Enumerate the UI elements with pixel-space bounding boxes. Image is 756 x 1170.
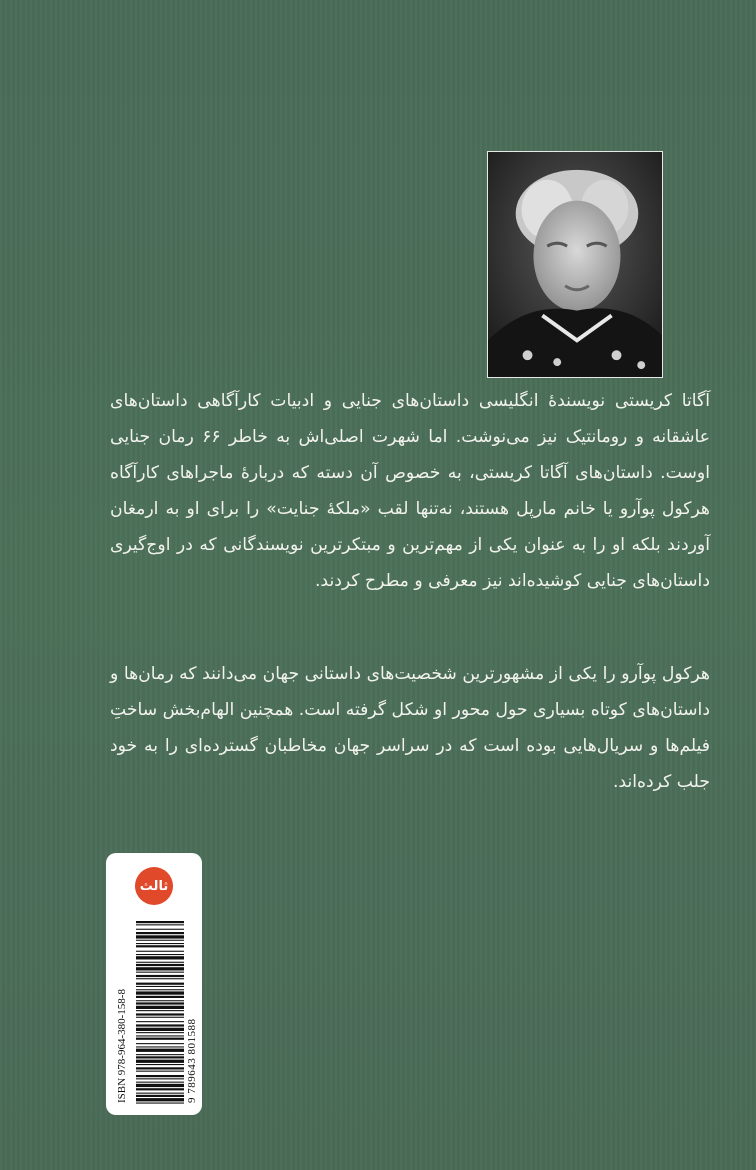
barcode-bar: [136, 1082, 184, 1083]
barcode-bar: [136, 1084, 184, 1087]
barcode-bar: [136, 935, 184, 938]
barcode-bar: [136, 945, 184, 947]
barcode-bar: [136, 921, 184, 923]
barcode-bar: [136, 983, 184, 985]
barcode-bar: [136, 1021, 184, 1022]
barcode-bar: [136, 951, 184, 952]
barcode-bar: [136, 1071, 184, 1072]
publisher-logo-text: ثالث: [139, 878, 169, 894]
barcode-bar: [136, 1043, 184, 1044]
barcode-bar: [136, 1075, 184, 1077]
barcode-bar: [136, 943, 184, 944]
barcode-bar: [136, 1078, 184, 1079]
barcode-bar: [136, 1017, 184, 1018]
barcode-bar: [136, 954, 184, 955]
barcode-bar: [136, 972, 184, 973]
barcode-bar: [136, 967, 184, 970]
barcode-bar: [136, 1038, 184, 1040]
author-photo: [487, 151, 663, 378]
barcode-bar: [136, 1002, 184, 1004]
barcode-bar: [136, 1028, 184, 1031]
publisher-logo: [135, 867, 173, 905]
barcode-bar: [136, 1049, 184, 1052]
barcode-bar: [136, 956, 184, 959]
barcode-bar: [136, 1006, 184, 1009]
barcode-bar: [136, 1056, 184, 1058]
barcode-label: [106, 853, 202, 1115]
barcode-bar: [136, 932, 184, 934]
barcode-bar: [136, 929, 184, 930]
barcode-bar: [136, 1000, 184, 1001]
barcode-bar: [136, 975, 184, 977]
barcode-bar: [136, 1103, 184, 1104]
barcode-bar: [136, 1013, 184, 1015]
barcode-bar: [136, 924, 184, 925]
barcode-bar: [136, 1035, 184, 1036]
barcode-bar: [136, 1010, 184, 1011]
barcode-bar: [136, 962, 184, 963]
barcode-bar: [136, 1067, 184, 1069]
poirot-paragraph: هرکول پوآرو را یکی از مشهورترین شخصیت‌های داستانی جهان می‌دانند که رمان‌ها و داستان‌های کوتاه بسیاری حول محور او شکل گرفته است. همچنین الهام‌بخش ساختِ فیلم‌ها و سریال‌هایی بوده است که در سراسر جهان مخاطبان گسترده‌ای را به خود جلب کرده‌اند.: [110, 664, 710, 792]
barcode-bar: [136, 996, 184, 998]
barcode-bar: [136, 1088, 184, 1090]
barcode-bar: [136, 940, 184, 941]
barcode-bar: [136, 991, 184, 994]
barcode-bar: [136, 989, 184, 990]
barcode-bar: [136, 1093, 184, 1094]
barcode-bar: [136, 986, 184, 987]
barcode-bar: [136, 1032, 184, 1033]
barcode-bar: [136, 1060, 184, 1063]
barcode-bar: [136, 978, 184, 979]
barcode-bar: [136, 1046, 184, 1047]
barcode-bar: [136, 1095, 184, 1097]
barcode-bar: [136, 1098, 184, 1101]
barcode-bar: [136, 1024, 184, 1026]
barcode-bar: [136, 1054, 184, 1055]
author-bio-paragraph: آگاتا کریستی نویسندهٔ انگلیسی داستان‌های جنایی و ادبیات کارآگاهی داستان‌های عاشقانه و رومانتیک نیز می‌نوشت. اما شهرت اصلی‌اش به خاطر ۶۶ رمان جنایی اوست. داستان‌های آگاتا کریستی، به خصوص آن دسته که دربارهٔ ماجراهای کارآگاه هرکول پوآرو یا خانم مارپل هستند، نه‌تنها لقب «ملکهٔ جنایت» را برای او به ارمغان آوردند بلکه او را به عنوان یکی از مهم‌ترین و مبتکرترین نویسندگانی که در اوج‌گیری داستان‌های جنایی کوشیده‌اند نیز معرفی و مطرح کردند.: [110, 391, 711, 591]
ean-number: 9 789643 801588: [186, 1018, 198, 1103]
barcode-bar: [136, 1064, 184, 1065]
barcode-bars: [136, 919, 184, 1105]
isbn-number: ISBN 978-964-380-158-8: [116, 989, 128, 1103]
barcode-bar: [136, 964, 184, 966]
